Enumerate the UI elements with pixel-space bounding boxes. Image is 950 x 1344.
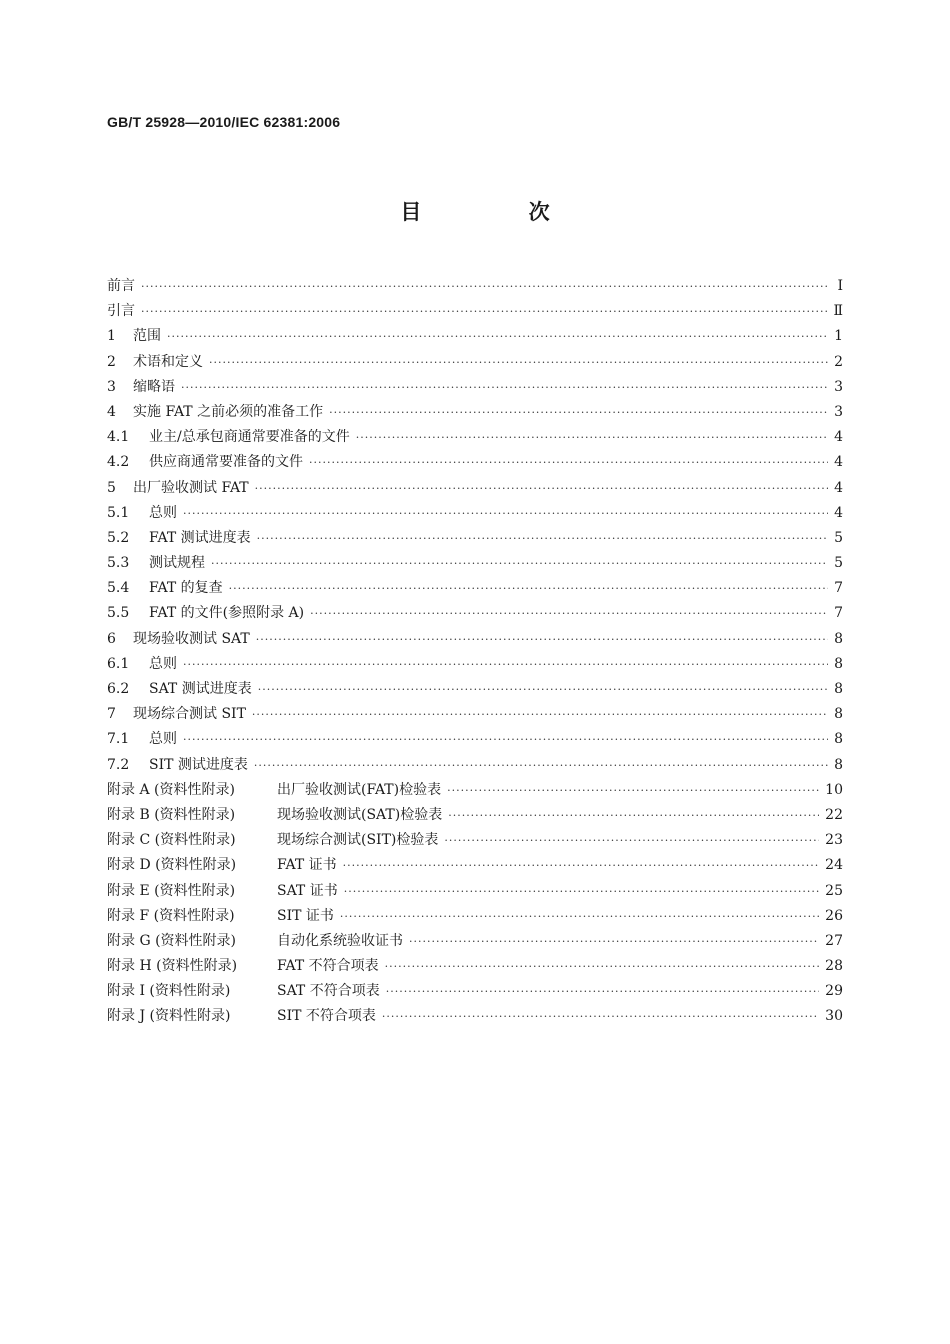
toc-entry[interactable] bbox=[107, 476, 843, 501]
toc-entry-page: 3 bbox=[834, 403, 843, 420]
dot-leader bbox=[256, 627, 828, 652]
toc-entry-title: 实施 FAT 之前必须的准备工作 bbox=[133, 403, 324, 420]
dot-leader bbox=[141, 274, 829, 299]
toc-entry-page: 8 bbox=[834, 681, 843, 697]
dot-leader bbox=[229, 576, 828, 601]
toc-entry-title: 测试规程 bbox=[149, 555, 205, 572]
dot-leader bbox=[309, 450, 828, 475]
toc-entry-title: FAT 的复查 bbox=[149, 580, 223, 597]
dot-leader bbox=[448, 803, 819, 828]
toc-entry-number: 附录 C (资料性附录) bbox=[107, 832, 236, 849]
toc-entry-number: 5.2 bbox=[107, 529, 130, 546]
dot-leader bbox=[258, 677, 828, 702]
toc-entry-page: 3 bbox=[834, 378, 843, 395]
toc-entry[interactable] bbox=[107, 350, 843, 375]
dot-leader bbox=[329, 400, 828, 425]
toc-entry[interactable] bbox=[107, 425, 843, 450]
toc-entry-page: 26 bbox=[825, 907, 843, 924]
toc-entry-page: 8 bbox=[834, 655, 843, 672]
toc-entry-title: 总则 bbox=[149, 731, 177, 748]
toc-entry-title: 引言 bbox=[107, 303, 135, 320]
toc-entry-number: 2 bbox=[107, 353, 116, 370]
toc-entry-number: 4.2 bbox=[107, 454, 130, 471]
dot-leader bbox=[344, 879, 819, 904]
toc-entry-page: 5 bbox=[834, 555, 843, 572]
toc-entry-page: 8 bbox=[834, 706, 843, 723]
dot-leader bbox=[356, 425, 828, 450]
toc-entry-number: 5 bbox=[107, 479, 116, 496]
toc-entry-number: 附录 F (资料性附录) bbox=[107, 907, 235, 924]
dot-leader bbox=[209, 350, 828, 375]
toc-entry-number: 3 bbox=[107, 378, 116, 395]
toc-entry-title: 缩略语 bbox=[133, 378, 175, 395]
toc-entry[interactable] bbox=[107, 853, 843, 878]
toc-entry-title: SIT 不符合项表 bbox=[277, 1008, 376, 1025]
toc-entry-title: SAT 不符合项表 bbox=[277, 983, 380, 1000]
toc-entry-number: 1 bbox=[107, 328, 116, 345]
toc-entry[interactable] bbox=[107, 929, 843, 954]
toc-entry-page: 25 bbox=[825, 882, 843, 899]
table-of-contents bbox=[107, 274, 843, 1030]
toc-entry-page: 8 bbox=[834, 756, 843, 773]
toc-entry[interactable] bbox=[107, 501, 843, 526]
dot-leader bbox=[340, 904, 819, 929]
toc-entry-page: 30 bbox=[825, 1008, 843, 1025]
toc-entry-number: 附录 E (资料性附录) bbox=[107, 882, 236, 899]
toc-entry-page: 7 bbox=[834, 580, 843, 597]
toc-entry[interactable] bbox=[107, 576, 843, 601]
toc-entry-title: 范围 bbox=[133, 328, 161, 345]
dot-leader bbox=[183, 652, 828, 677]
toc-entry-number: 5.4 bbox=[107, 580, 130, 597]
toc-entry-page: 22 bbox=[825, 806, 843, 823]
toc-entry-title: SAT 测试进度表 bbox=[149, 681, 252, 697]
toc-entry-page: 27 bbox=[825, 932, 843, 949]
toc-entry-title: FAT 的文件(参照附录 A) bbox=[149, 605, 305, 622]
toc-entry[interactable] bbox=[107, 753, 843, 778]
toc-entry-page: Ⅱ bbox=[833, 303, 843, 320]
toc-entry-number: 7 bbox=[107, 706, 116, 723]
toc-entry[interactable] bbox=[107, 400, 843, 425]
toc-entry-title: 供应商通常要准备的文件 bbox=[149, 454, 303, 471]
toc-entry-number: 附录 G (资料性附录) bbox=[107, 932, 237, 949]
toc-entry-page: 8 bbox=[834, 731, 843, 748]
toc-entry-title: SIT 测试进度表 bbox=[149, 756, 248, 773]
toc-entry[interactable] bbox=[107, 324, 843, 349]
toc-entry-number: 附录 B (资料性附录) bbox=[107, 806, 236, 823]
dot-leader bbox=[409, 929, 819, 954]
toc-entry-title: SIT 证书 bbox=[277, 907, 334, 924]
toc-entry-title: 现场验收测试(SAT)检验表 bbox=[277, 806, 443, 823]
toc-entry-page: 28 bbox=[825, 958, 843, 975]
toc-entry-number: 附录 J (资料性附录) bbox=[107, 1008, 231, 1025]
toc-entry-page: 29 bbox=[825, 983, 843, 1000]
toc-entry-number: 4.1 bbox=[107, 429, 130, 446]
toc-entry-number: 5.1 bbox=[107, 504, 130, 521]
toc-entry-title: 出厂验收测试(FAT)检验表 bbox=[277, 781, 442, 798]
toc-entry-number: 6.2 bbox=[107, 681, 130, 697]
toc-entry-number: 4 bbox=[107, 403, 116, 420]
toc-entry-number: 7.2 bbox=[107, 756, 130, 773]
dot-leader bbox=[310, 601, 828, 626]
toc-entry-page: Ⅰ bbox=[837, 278, 843, 294]
toc-entry[interactable] bbox=[107, 828, 843, 853]
toc-entry-title: FAT 不符合项表 bbox=[277, 958, 379, 975]
dot-leader bbox=[183, 727, 828, 752]
toc-entry-page: 4 bbox=[834, 429, 843, 446]
toc-entry-number: 5.5 bbox=[107, 605, 130, 622]
toc-entry[interactable] bbox=[107, 1004, 843, 1029]
dot-leader bbox=[343, 853, 820, 878]
standard-code: GB/T 25928—2010/IEC 62381:2006 bbox=[107, 114, 341, 130]
toc-entry-page: 8 bbox=[834, 630, 843, 647]
toc-entry[interactable] bbox=[107, 702, 843, 727]
toc-entry-page: 1 bbox=[834, 328, 843, 345]
dot-leader bbox=[141, 299, 827, 324]
toc-entry[interactable] bbox=[107, 627, 843, 652]
toc-entry-page: 4 bbox=[834, 454, 843, 471]
toc-entry-number: 附录 H (资料性附录) bbox=[107, 958, 238, 975]
toc-entry[interactable] bbox=[107, 375, 843, 400]
toc-entry[interactable] bbox=[107, 904, 843, 929]
toc-entry[interactable] bbox=[107, 954, 843, 979]
toc-entry[interactable] bbox=[107, 677, 843, 702]
toc-entry-number: 6.1 bbox=[107, 655, 130, 672]
dot-leader bbox=[447, 778, 819, 803]
dot-leader bbox=[386, 979, 819, 1004]
toc-entry-number: 5.3 bbox=[107, 555, 130, 572]
toc-entry-page: 7 bbox=[834, 605, 843, 622]
toc-entry-title: 现场验收测试 SAT bbox=[133, 630, 250, 647]
toc-entry[interactable] bbox=[107, 551, 843, 576]
toc-entry-page: 4 bbox=[834, 504, 843, 521]
toc-entry[interactable] bbox=[107, 803, 843, 828]
dot-leader bbox=[257, 526, 828, 551]
toc-entry-title: 总则 bbox=[149, 504, 177, 521]
toc-entry-number: 7.1 bbox=[107, 731, 130, 748]
toc-entry-number: 6 bbox=[107, 630, 116, 647]
toc-entry-page: 10 bbox=[825, 781, 843, 798]
toc-entry[interactable] bbox=[107, 601, 843, 626]
toc-entry-title: 术语和定义 bbox=[133, 353, 203, 370]
toc-entry-page: 4 bbox=[834, 479, 843, 496]
toc-entry[interactable] bbox=[107, 652, 843, 677]
dot-leader bbox=[255, 476, 828, 501]
toc-entry-title: 前言 bbox=[107, 278, 135, 294]
toc-entry-title: 现场综合测试(SIT)检验表 bbox=[277, 832, 439, 849]
toc-entry-page: 2 bbox=[834, 353, 843, 370]
toc-entry-title: FAT 证书 bbox=[277, 857, 337, 874]
toc-entry-title: 业主/总承包商通常要准备的文件 bbox=[149, 429, 350, 446]
toc-entry-page: 24 bbox=[825, 857, 843, 874]
dot-leader bbox=[444, 828, 819, 853]
dot-leader bbox=[385, 954, 820, 979]
toc-entry-page: 23 bbox=[825, 832, 843, 849]
toc-entry[interactable] bbox=[107, 274, 843, 299]
toc-entry-number: 附录 A (资料性附录) bbox=[107, 781, 235, 798]
toc-entry[interactable] bbox=[107, 727, 843, 752]
dot-leader bbox=[211, 551, 828, 576]
toc-entry-title: 现场综合测试 SIT bbox=[133, 706, 246, 723]
toc-entry[interactable] bbox=[107, 450, 843, 475]
dot-leader bbox=[183, 501, 828, 526]
dot-leader bbox=[382, 1004, 819, 1029]
dot-leader bbox=[181, 375, 828, 400]
toc-entry-number: 附录 D (资料性附录) bbox=[107, 857, 237, 874]
dot-leader bbox=[254, 753, 828, 778]
toc-entry[interactable] bbox=[107, 299, 843, 324]
toc-entry[interactable] bbox=[107, 979, 843, 1004]
toc-entry-title: SAT 证书 bbox=[277, 882, 338, 899]
toc-entry[interactable] bbox=[107, 778, 843, 803]
dot-leader bbox=[167, 324, 828, 349]
dot-leader bbox=[252, 702, 828, 727]
toc-entry-title: 出厂验收测试 FAT bbox=[133, 479, 249, 496]
page-title: 目 次 bbox=[400, 200, 600, 224]
toc-entry-title: 总则 bbox=[149, 655, 177, 672]
toc-entry[interactable] bbox=[107, 879, 843, 904]
toc-entry-page: 5 bbox=[834, 529, 843, 546]
toc-entry[interactable] bbox=[107, 526, 843, 551]
toc-entry-title: 自动化系统验收证书 bbox=[277, 932, 403, 949]
toc-entry-number: 附录 I (资料性附录) bbox=[107, 983, 231, 1000]
toc-entry-title: FAT 测试进度表 bbox=[149, 529, 251, 546]
